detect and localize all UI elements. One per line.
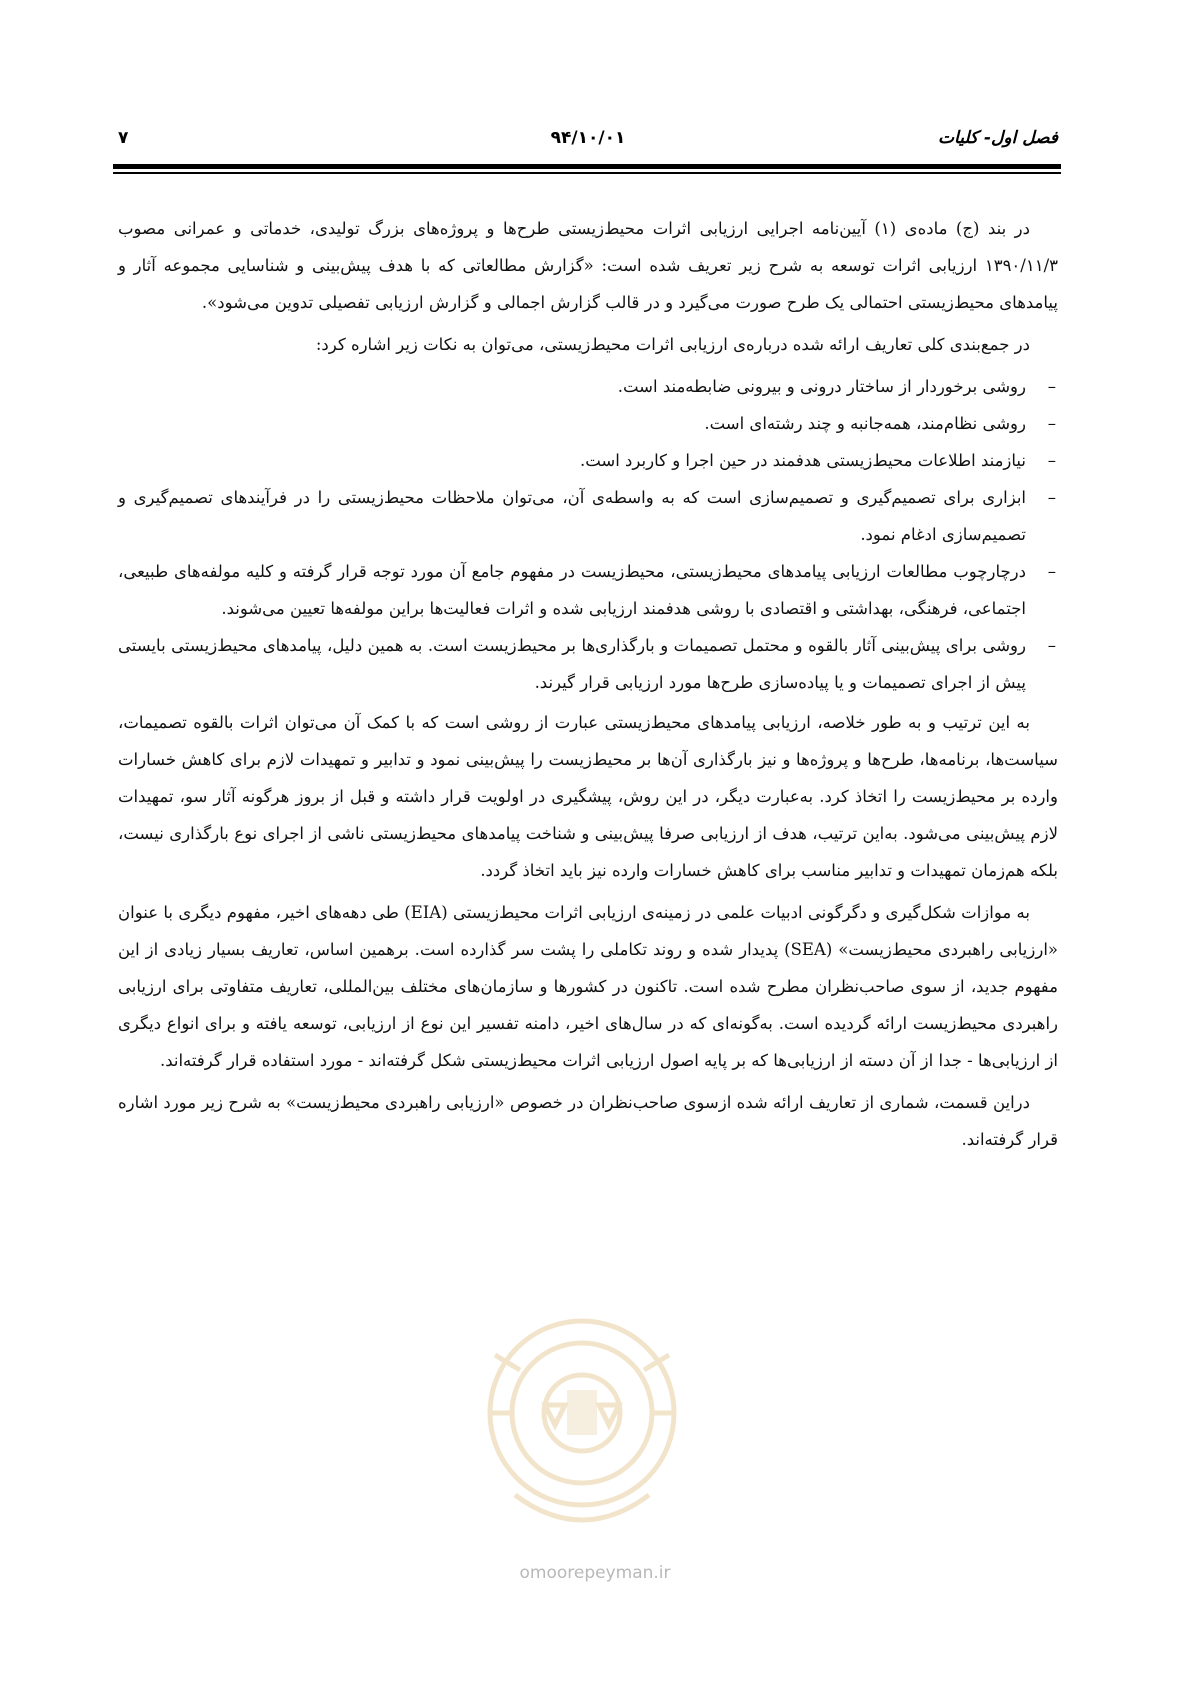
paragraph-summary-intro: در جمع‌بندی کلی تعاریف ارائه شده درباره‌ی ارزیابی اثرات محیط‌زیستی، می‌توان به نکات زیر اشاره کرد: — [315, 335, 1030, 354]
list-item: – درچارچوب مطالعات ارزیابی پیامدهای محیط‌زیستی، محیط‌زیست در مفهوم جامع آن مورد توجه قرار گرفته و کلیه مولفه‌های طبیعی، اجتماعی، فرهنگی، بهداشتی و اقتصادی با روشی هدفمند ارزیابی شده و اثرات فعالیت‌ها براین مولفه‌ها تعیین می‌شوند. — [118, 553, 1026, 627]
list-item: – نیازمند اطلاعات محیط‌زیستی هدفمند در حین اجرا و کاربرد است. — [118, 442, 1026, 479]
paragraph-conclusion: به این ترتیب و به طور خلاصه، ارزیابی پیامدهای محیط‌زیستی عبارت از روشی است که با کمک آن می‌توان اثرات بالقوه تصمیمات، سیاست‌ها، برنامه‌ها، طرح‌ها و پروژه‌ها و نیز بارگذاری آن‌ها بر محیط‌زیست را پیش‌بینی نمود و تدابیر و تمهیدات لازم برای کاهش خسارات وارده بر محیط‌زیست را اتخاذ کرد. به‌عبارت دیگر، در این روش، پیشگیری در اولویت قرار داشته و قبل از بروز هرگونه آثار سو، تمهیدات لازم پیش‌بینی می‌شود. به‌این ترتیب، هدف از ارزیابی صرفا پیش‌بینی و شناخت پیامدهای محیط‌زیستی ناشی از اجرای نوع بارگذاری نیست، بلکه هم‌زمان تمهیدات و تدابیر مناسب برای کاهش خسارات وارده نیز باید اتخاذ گردد. — [118, 713, 1058, 880]
header-rule-thick — [113, 164, 1061, 169]
paragraph-definitions-intro: دراین قسمت، شماری از تعاریف ارائه شده ازسوی صاحب‌نظران در خصوص «ارزیابی راهبردی محیط‌زیست» به شرح زیر مورد اشاره قرار گرفته‌اند. — [118, 1093, 1058, 1149]
watermark-seal-icon — [475, 1295, 690, 1555]
header-rule-thin — [113, 172, 1061, 174]
list-item: – روشی برای پیش‌بینی آثار بالقوه و محتمل تصمیمات و بارگذاری‌ها بر محیط‌زیست است. به همین دلیل، پیامدهای محیط‌زیستی بایستی پیش از اجرای تصمیمات و یا پیاده‌سازی طرح‌ها مورد ارزیابی قرار گیرند. — [118, 627, 1026, 701]
list-item: – روشی برخوردار از ساختار درونی و بیرونی ضابطه‌مند است. — [118, 368, 1026, 405]
header-date: ۹۴/۱۰/۰۱ — [550, 128, 626, 148]
page-body — [118, 210, 1058, 1163]
list-item: – ابزاری برای تصمیم‌گیری و تصمیم‌سازی است که به واسطه‌ی آن، می‌توان ملاحظات محیط‌زیستی را در فرآیندهای تصمیم‌گیری و تصمیم‌سازی ادغام نمود. — [118, 479, 1026, 553]
bullet-list — [118, 368, 1058, 701]
list-item: – روشی نظام‌مند، همه‌جانبه و چند رشته‌ای است. — [118, 405, 1026, 442]
chapter-title: فصل اول- کلیات — [938, 128, 1058, 148]
paragraph-sea-intro: به موازات شکل‌گیری و دگرگونی ادبیات علمی در زمینه‌ی ارزیابی اثرات محیط‌زیستی (EIA) طی دهه‌های اخیر، مفهوم دیگری با عنوان «ارزیابی راهبردی محیط‌زیست» (SEA) پدیدار شده و روند تکاملی را پشت سر گذارده است. برهمین اساس، تعاریف بسیار زیادی از این مفهوم جدید، از سوی صاحب‌نظران مطرح شده است. تاکنون در کشورها و سازمان‌های مختلف بین‌المللی، تعاریف متفاوتی برای ارزیابی راهبردی محیط‌زیست ارائه گردیده است. به‌گونه‌ای که در سال‌های اخیر، دامنه تفسیر این نوع از ارزیابی، توسعه یافته و برای انواع دیگری از ارزیابی‌ها - جدا از آن دسته از ارزیابی‌ها که بر پایه اصول ارزیابی اثرات محیط‌زیستی شکل گرفته‌اند - مورد استفاده قرار گرفته‌اند. — [118, 903, 1059, 1070]
page-header — [118, 128, 1058, 150]
page-number: ۷ — [118, 128, 129, 148]
watermark-url: omoorepeyman.ir — [519, 1563, 671, 1583]
paragraph-eia-definition: در بند (ج) ماده‌ی (۱) آیین‌نامه اجرایی ارزیابی اثرات محیط‌زیستی طرح‌ها و پروژه‌های بزرگ تولیدی، خدماتی و عمرانی مصوب ۱۳۹۰/۱۱/۳ ارزیابی اثرات توسعه به شرح زیر تعریف شده است: «گزارش مطالعاتی که با هدف پیش‌بینی و شناسایی مجموعه آثار و پیامدهای محیط‌زیستی احتمالی یک طرح صورت می‌گیرد و در قالب گزارش اجمالی و گزارش ارزیابی تفصیلی تدوین می‌شود». — [118, 219, 1058, 312]
